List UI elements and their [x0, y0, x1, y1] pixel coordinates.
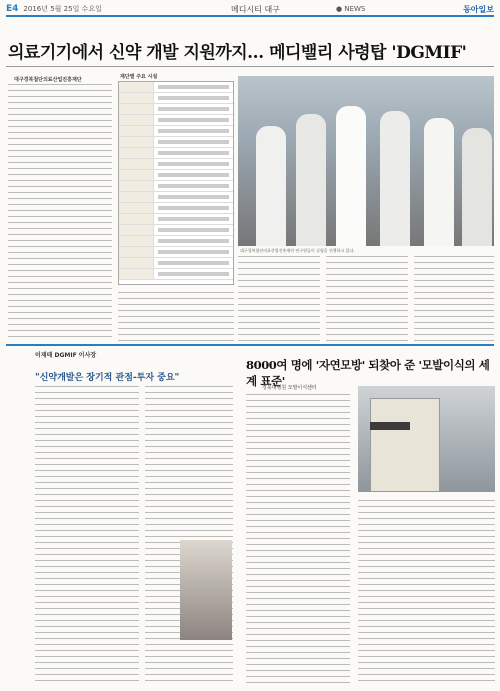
facilities-table [118, 81, 234, 285]
issue-date: 2016년 5월 25일 수요일 [23, 5, 102, 13]
page-header [6, 3, 494, 17]
interview-body-col-1 [35, 386, 139, 684]
section-divider [6, 344, 494, 346]
interview-quote: "신약개발은 장기적 관점-투자 중요" [35, 373, 180, 383]
hospital-building-photo [358, 386, 495, 492]
interview-tag: 이재태 DGMIF 이사장 [35, 352, 97, 359]
main-headline: 의료기기에서 신약 개발 지원까지… 메디밸리 사령탑 'DGMIF' [8, 43, 467, 63]
table-title: 재단별 주요 시설 [120, 74, 158, 80]
article-body-col-3 [326, 256, 408, 342]
article-body-col-1 [118, 292, 234, 342]
sidebar-body-text [8, 84, 112, 340]
second-body-col-1 [246, 394, 350, 686]
headline-rule [6, 66, 494, 67]
section-title: 메디시티 대구 [231, 4, 280, 14]
director-portrait [180, 540, 232, 640]
second-body-col-2 [358, 500, 495, 686]
page-number: E4 [6, 4, 19, 14]
photo-caption: 대구경북첨단의료산업진흥재단 연구원들이 실험을 진행하고 있다. [240, 248, 355, 253]
researchers-photo [238, 76, 494, 246]
article-body-col-2 [238, 256, 320, 342]
second-article-tag: 경북대병원 모발이식센터 [262, 385, 317, 391]
newspaper-logo: 동아일보 [463, 4, 494, 14]
sidebar-heading: 대구경북첨단의료산업진흥재단 [14, 77, 82, 83]
second-headline: 8000여 명에 '자연모방' 되찾아 준 '모발이식의 세계 표준' [246, 358, 490, 388]
section-marker: ● NEWS [336, 5, 366, 13]
article-body-col-4 [414, 256, 494, 342]
